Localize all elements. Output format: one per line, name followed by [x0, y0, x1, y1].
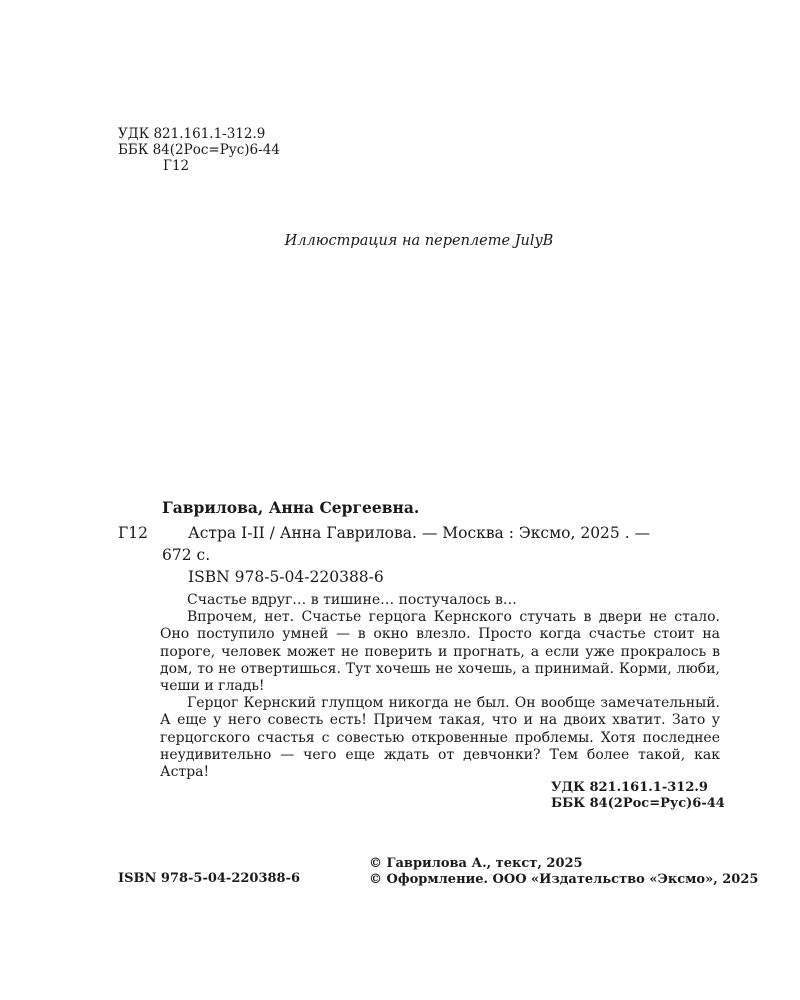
footer-isbn: ISBN 978-5-04-220388-6	[118, 871, 301, 886]
catalog-udk: УДК 821.161.1-312.9	[551, 780, 708, 795]
catalog-classification	[551, 780, 725, 812]
copyright-block	[369, 856, 758, 888]
catalog-citation-line1: Астра I-II / Анна Гаврилова. — Москва : Эксмо, 2025 . —	[188, 524, 651, 542]
annotation-paragraph: Впрочем, нет. Счастье герцога Кернского стучать в двери не стало. Оно поступило умней — в окно влезло. Просто когда счастье стоит на пороге, человек может не поверить и прогнать, а если уже прокралось в дом, то не отвертишься. Тут хочешь не хочешь, а принимай. Корми, люби, чеши и гладь!	[160, 609, 720, 695]
catalog-citation-line2: 672 с.	[162, 546, 211, 564]
annotation-paragraph: Счастье вдруг… в тишине… постучалось в…	[187, 592, 517, 608]
annotation	[160, 592, 720, 781]
catalog-mark: Г12	[118, 524, 148, 542]
udk-code: УДК 821.161.1-312.9	[118, 126, 266, 142]
catalog-isbn: ISBN 978-5-04-220388-6	[188, 568, 384, 586]
bbk-code: ББК 84(2Рос=Рус)6-44	[118, 142, 280, 158]
copyright-design: © Оформление. ООО «Издательство «Эксмо», 2025	[369, 872, 759, 887]
catalog-author: Гаврилова, Анна Сергеевна.	[162, 498, 420, 517]
annotation-paragraph: Герцог Кернский глупцом никогда не был. Он вообще замечательный. А еще у него совесть есть! Причем такая, что и на двоих хватит. Зато у герцогского счастья с совестью откровенные проблемы. Хотя последнее неудивительно — чего еще ждать от девчонки? Тем более такой, как Астра!	[160, 695, 720, 781]
copyright-text: © Гаврилова А., текст, 2025	[369, 856, 583, 871]
author-mark: Г12	[163, 158, 190, 174]
illustration-credit: Иллюстрация на переплете JulyB	[284, 233, 554, 249]
top-classification	[118, 126, 280, 174]
catalog-bbk: ББК 84(2Рос=Рус)6-44	[551, 796, 725, 811]
